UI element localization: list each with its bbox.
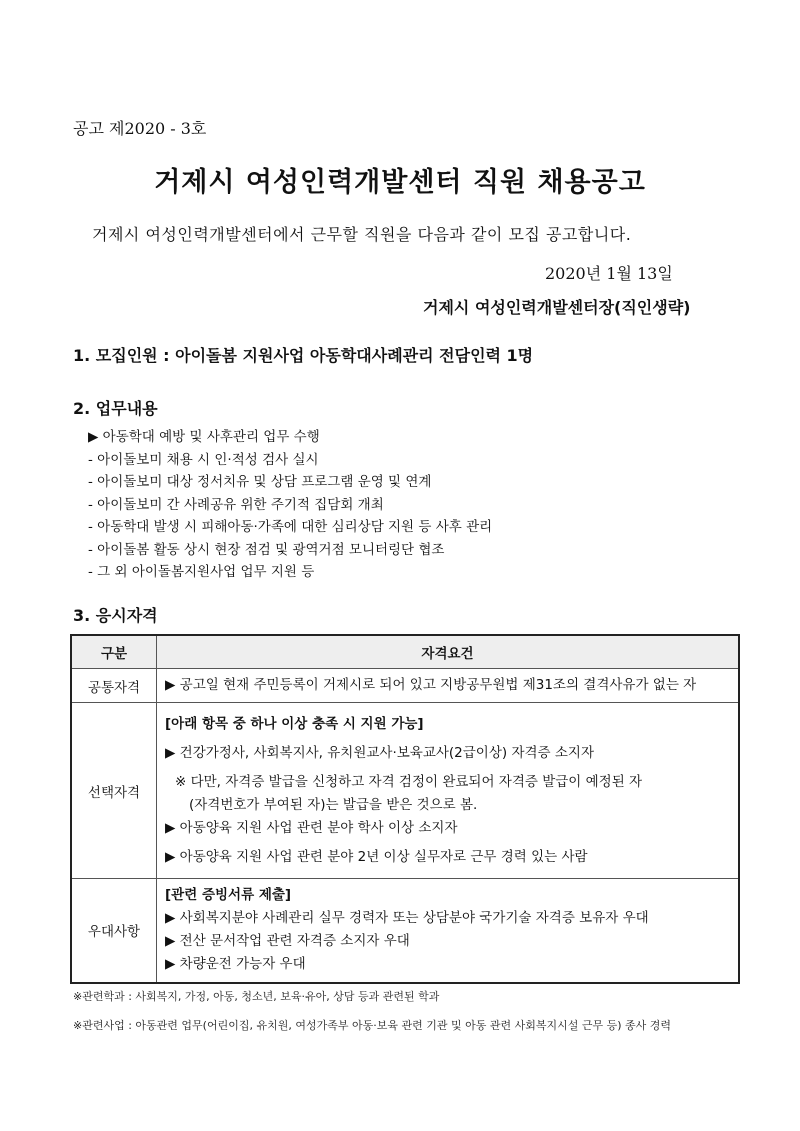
footnote-related-work: ※관련사업 : 아동관련 업무(어린이집, 유치원, 여성가족부 아동·보육 관련 기관 및 아동 관련 사회복지시설 근무 등) 종사 경력 [73,1019,671,1032]
preference-subtitle: [관련 증빙서류 제출] [165,887,292,904]
table-row-select [71,703,739,879]
issuer: 거제시 여성인력개발센터장(직인생략) [423,298,691,317]
select-note-line: ※ 다만, 자격증 발급을 신청하고 자격 검정이 완료되어 자격증 발급이 예정된 자 [175,773,643,790]
duty-item: - 아이돌봄 활동 상시 현장 점검 및 광역거점 모니터링단 협조 [88,541,445,558]
table-row-common [71,669,739,703]
section-recruitment: 1. 모집인원 : 아이돌봄 지원사업 아동학대사례관리 전담인력 1명 [73,346,534,365]
duty-item: - 아이돌보미 대상 정서치유 및 상담 프로그램 운영 및 연계 [88,474,432,490]
intro-text: 거제시 여성인력개발센터에서 근무할 직원을 다음과 같이 모집 공고합니다. [92,225,632,244]
notice-date: 2020년 1월 13일 [545,264,673,283]
select-item: ▶ 건강가정사, 사회복지사, 유치원교사·보육교사(2급이상) 자격증 소지자 [165,744,594,761]
duty-item: - 아이돌보미 채용 시 인·적성 검사 실시 [88,451,319,468]
header-requirements: 자격요건 [157,635,740,669]
common-label: 공통자격 [71,669,157,703]
common-text: ▶ 공고일 현재 주민등록이 거제시로 되어 있고 지방공무원법 제31조의 결격사유가 없는 자 [165,677,697,693]
table-header-row [71,635,739,669]
select-item: ▶ 아동양육 지원 사업 관련 분야 학사 이상 소지자 [165,819,458,836]
preference-requirements [157,879,740,983]
page-title: 거제시 여성인력개발센터 직원 채용공고 [154,167,646,198]
qualifications-table [70,634,740,984]
select-requirements [157,703,740,879]
preference-item: ▶ 전산 문서작업 관련 자격증 소지자 우대 [165,933,410,950]
header-category: 구분 [71,635,157,669]
section-duties-title: 2. 업무내용 [73,399,158,418]
preference-label: 우대사항 [71,879,157,983]
footnote-related-majors: ※관련학과 : 사회복지, 가정, 아동, 청소년, 보육·유아, 상담 등과 관련된 학과 [73,990,440,1003]
common-requirement [157,669,740,703]
preference-item: ▶ 사회복지분야 사례관리 실무 경력자 또는 상담분야 국가기술 자격증 보유자 우대 [165,910,649,927]
section-qualifications-title: 3. 응시자격 [73,606,158,625]
select-label: 선택자격 [71,703,157,879]
table-row-preference [71,879,739,983]
duty-item: ▶ 아동학대 예방 및 사후관리 업무 수행 [88,429,320,445]
select-note-line: (자격번호가 부여된 자)는 발급을 받은 것으로 봄. [189,796,478,813]
select-note [165,771,730,817]
select-subtitle: [아래 항목 중 하나 이상 충족 시 지원 가능] [165,715,424,732]
preference-item: ▶ 차량운전 가능자 우대 [165,956,306,973]
duty-item: - 아동학대 발생 시 피해아동·가족에 대한 심리상담 지원 등 사후 관리 [88,519,493,535]
select-item: ▶ 아동양육 지원 사업 관련 분야 2년 이상 실무자로 근무 경력 있는 사람 [165,848,588,865]
duty-item: - 그 외 아이돌봄지원사업 업무 지원 등 [88,564,315,580]
notice-number: 공고 제2020 - 3호 [73,119,207,138]
duty-item: - 아이돌보미 간 사례공유 위한 주기적 집담회 개최 [88,496,384,513]
duties-list [88,426,492,584]
